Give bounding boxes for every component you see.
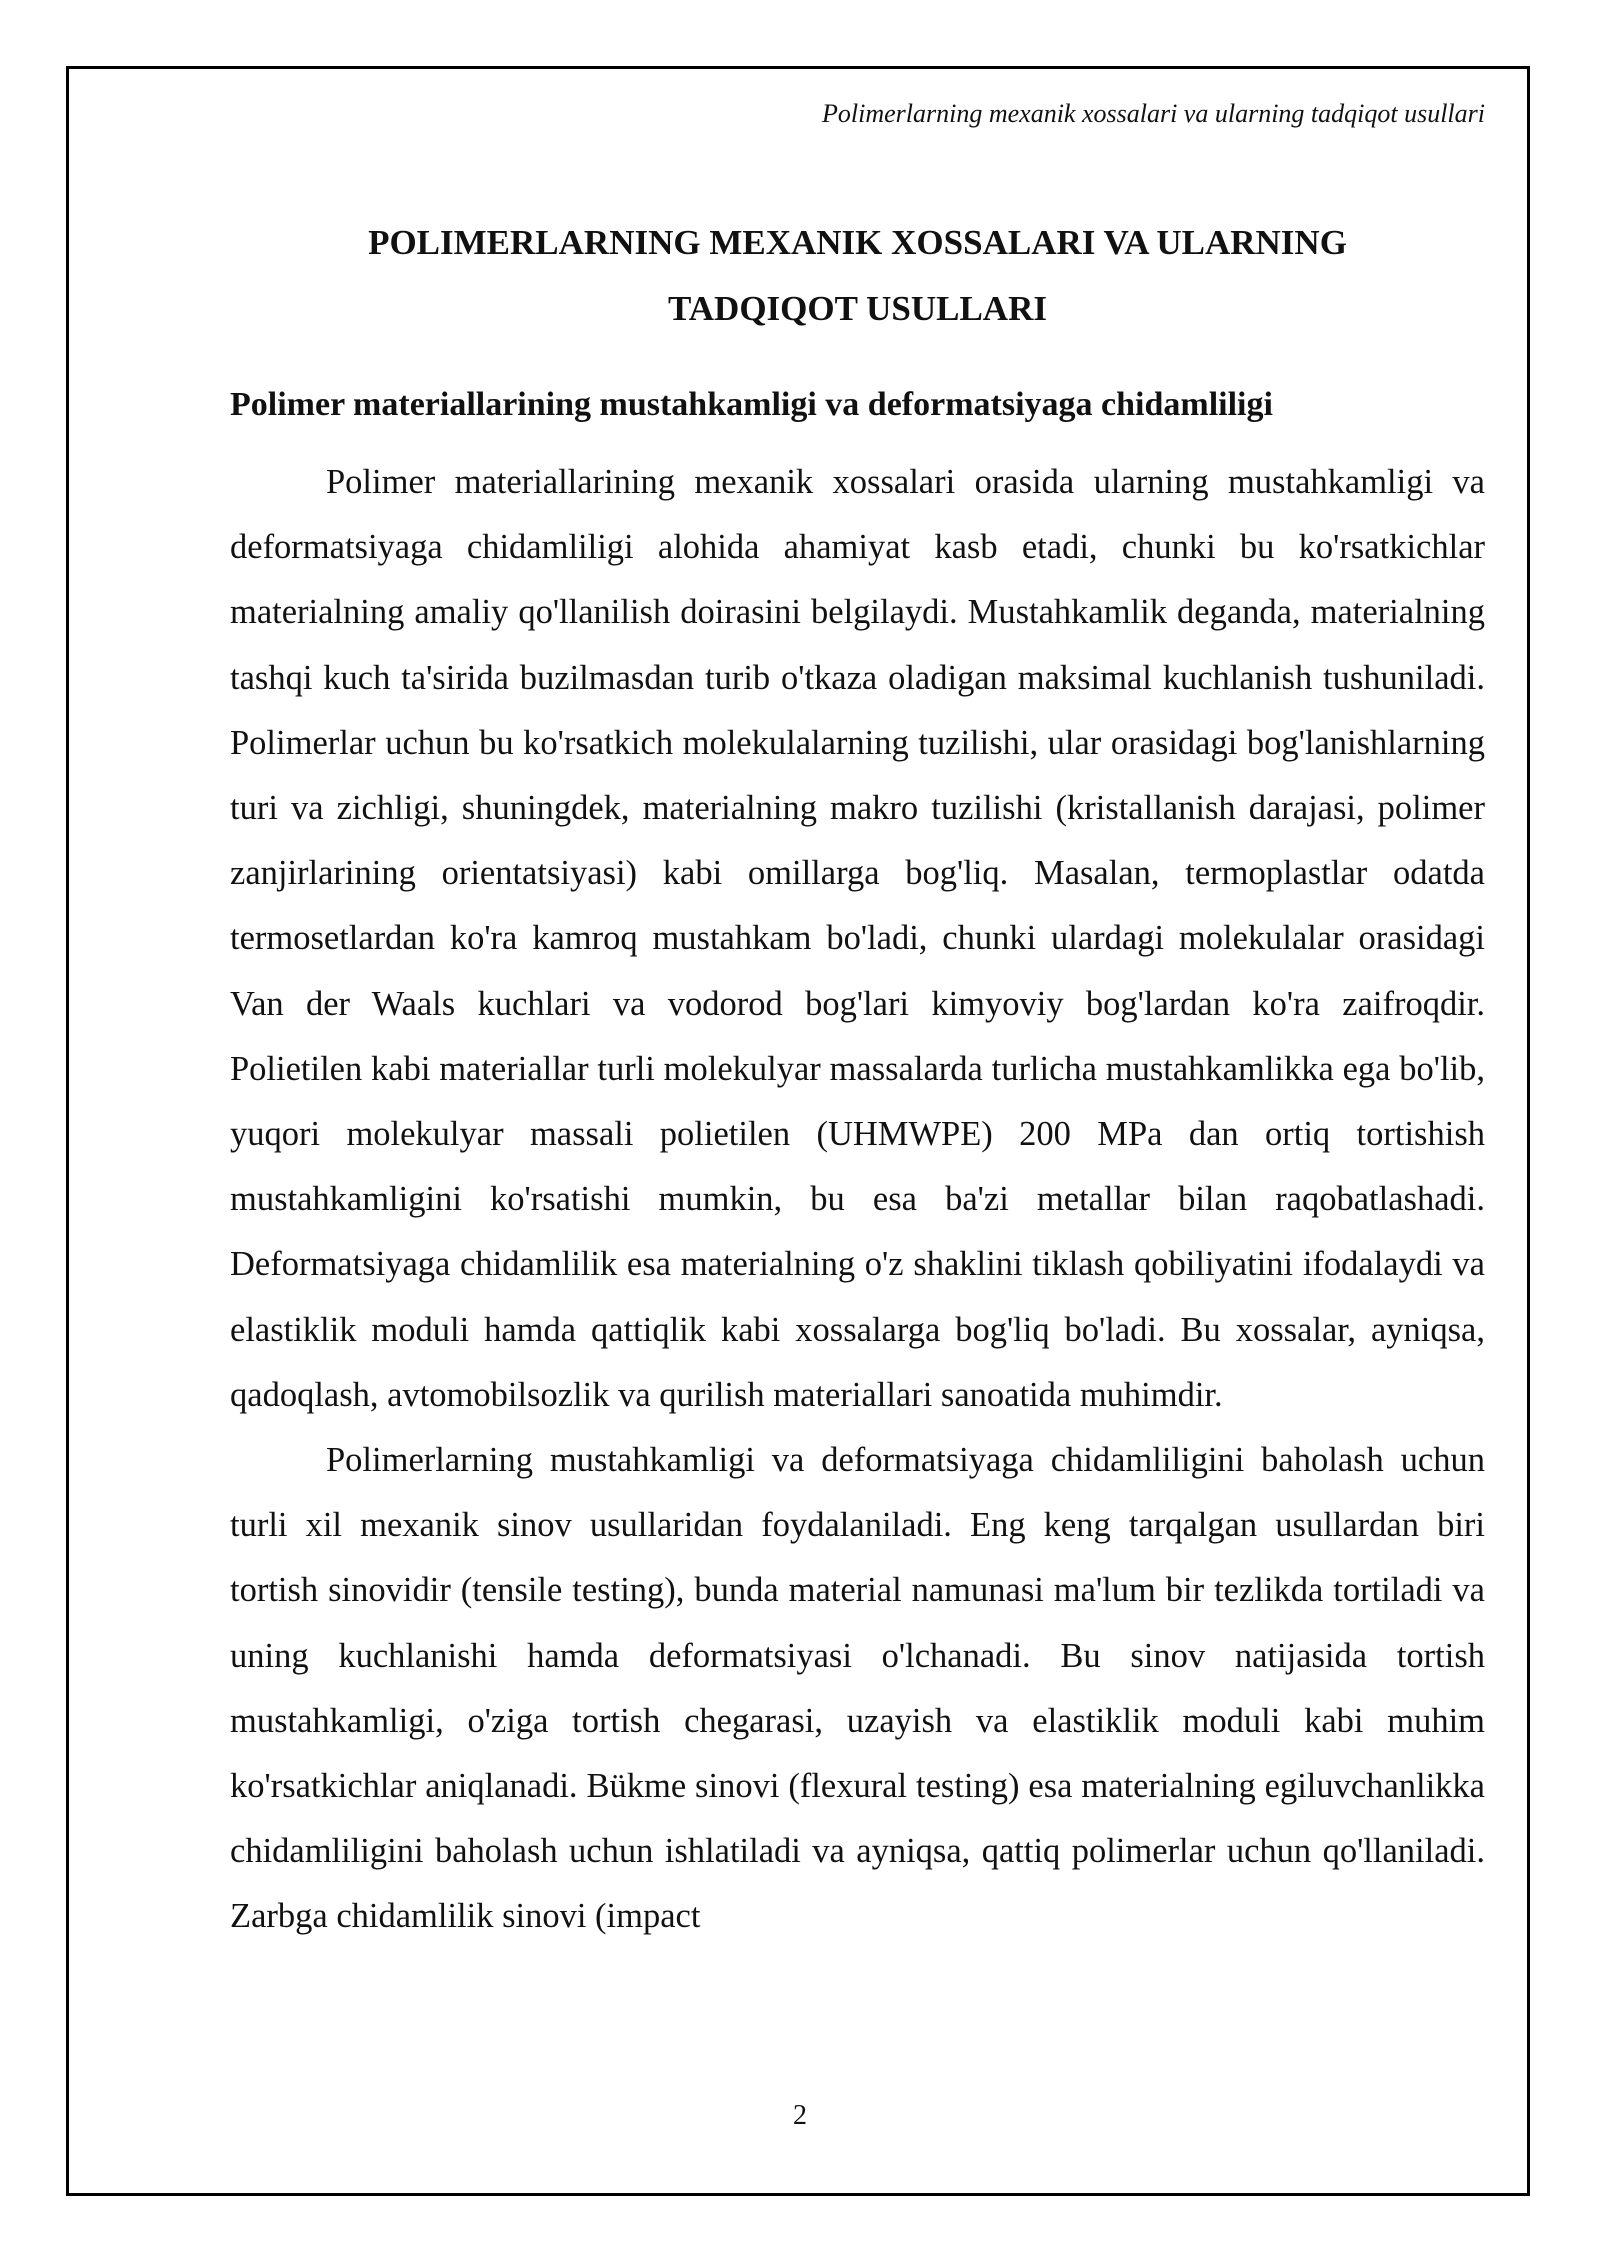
page-number: 2 <box>793 2100 807 2131</box>
document-title-line-2: TADQIQOT USULLARI <box>668 289 1047 328</box>
document-title-line-1: POLIMERLARNING MEXANIK XOSSALARI VA ULARNING <box>368 223 1347 262</box>
section-heading: Polimer materiallarining mustahkamligi va deformatsiyaga chidamliligi <box>230 386 1273 423</box>
paragraph-2: Polimerlarning mustahkamligi va deformatsiyaga chidamliligini baholash uchun turli xil mexanik sinov usullaridan foydalaniladi. Eng keng tarqalgan usullardan biri tortish sinovidir (tensile testing), bunda material namunasi ma'lum bir tezlikda tortiladi va uning kuchlanishi hamda deformatsiyasi o'lchanadi. Bu sinov natijasida tortish mustahkamligi, o'ziga tortish chegarasi, uzayish va elastiklik moduli kabi muhim ko'rsatkichlar aniqlanadi. Bükme sinovi (flexural testing) esa materialning egiluvchanlikka chidamliligini baholash uchun ishlatiladi va ayniqsa, qattiq polimerlar uchun qo'llaniladi. Zarbga chidamlilik sinovi (impact <box>230 1441 1485 1936</box>
paragraph-1: Polimer materiallarining mexanik xossalari orasida ularning mustahkamligi va deformatsiyaga chidamliligi alohida ahamiyat kasb etadi, chunki bu ko'rsatkichlar materialning amaliy qo'llanilish doirasini belgilaydi. Mustahkamlik deganda, materialning tashqi kuch ta'sirida buzilmasdan turib o'tkaza oladigan maksimal kuchlanish tushuniladi. Polimerlar uchun bu ko'rsatkich molekulalarning tuzilishi, ular orasidagi bog'lanishlarning turi va zichligi, shuningdek, materialning makro tuzilishi (kristallanish darajasi, polimer zanjirlarining orientatsiyasi) kabi omillarga bog'liq. Masalan, termoplastlar odatda termosetlardan ko'ra kamroq mustahkam bo'ladi, chunki ulardagi molekulalar orasidagi Van der Waals kuchlari va vodorod bog'lari kimyoviy bog'lardan ko'ra zaifroqdir. Polietilen kabi materiallar turli molekulyar massalarda turlicha mustahkamlikka ega bo'lib, yuqori molekulyar massali polietilen (UHMWPE) 200 MPa dan ortiq tortishish mustahkamligini ko'rsatishi mumkin, bu esa ba'zi metallar bilan raqobatlashadi. Deformatsiyaga chidamlilik esa materialning o'z shaklini tiklash qobiliyatini ifodalaydi va elastiklik moduli hamda qattiqlik kabi xossalarga bog'liq bo'ladi. Bu xossalar, ayniqsa, qadoqlash, avtomobilsozlik va qurilish materiallari sanoatida muhimdir. <box>230 463 1485 1414</box>
document-body <box>230 210 1485 1950</box>
running-header: Polimerlarning mexanik xossalari va ularning tadqiqot usullari <box>822 99 1485 128</box>
document-title <box>230 210 1485 342</box>
